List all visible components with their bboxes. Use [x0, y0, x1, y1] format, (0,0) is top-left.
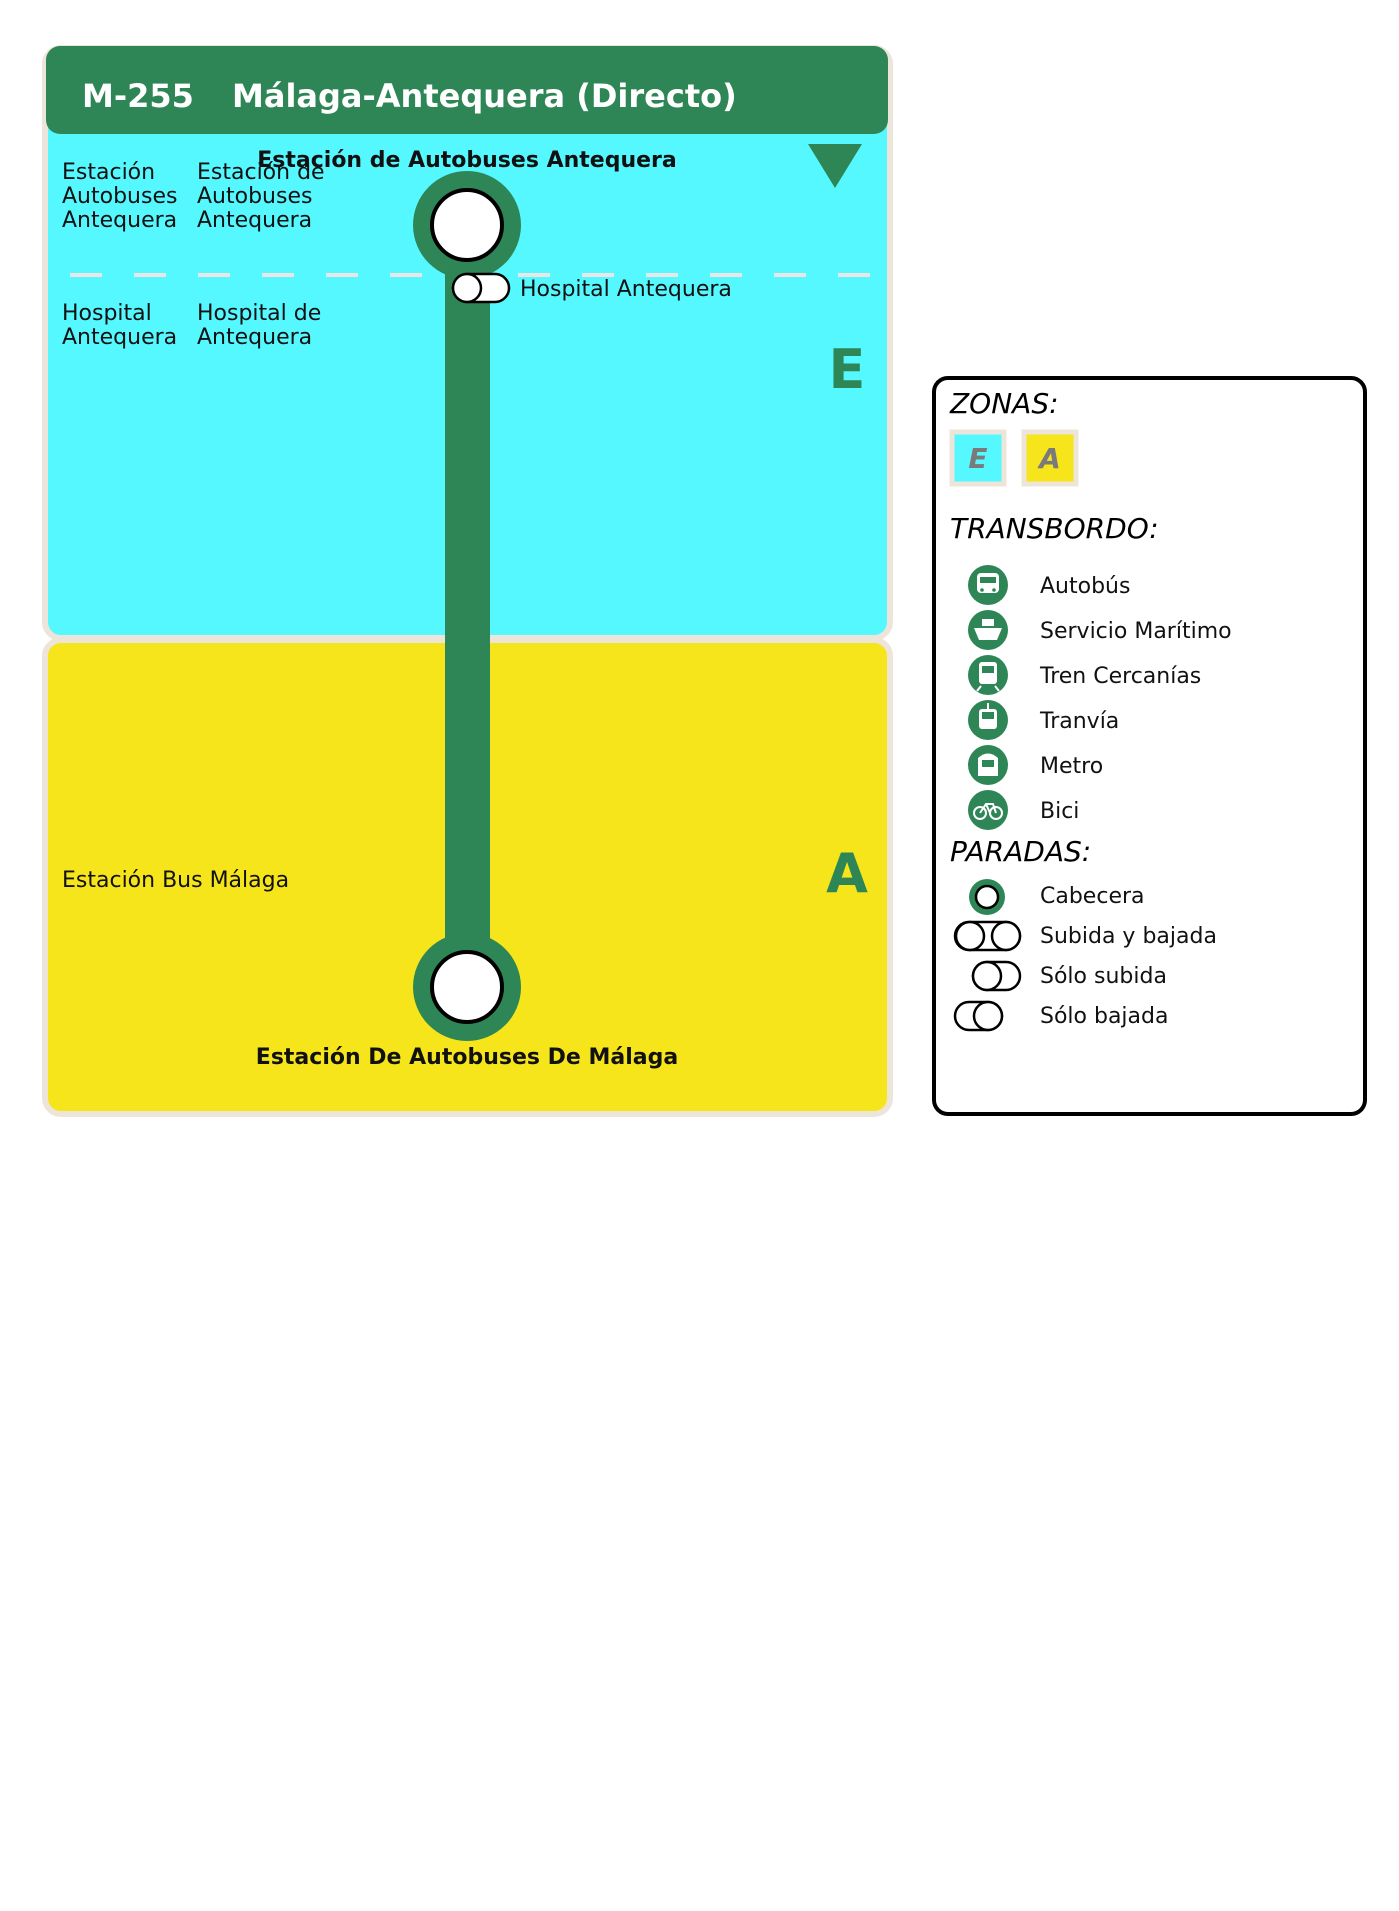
- tram-icon: [968, 700, 1008, 740]
- legend-parada-label: Sólo subida: [1040, 964, 1167, 989]
- legend-transbordo-label: Tranvía: [1040, 709, 1120, 734]
- legend-paradas-title: PARADAS:: [950, 835, 1092, 868]
- stop-name: Estación De Autobuses De Málaga: [255, 1045, 679, 1070]
- metro-icon: [968, 745, 1008, 785]
- stop-cabecera-marker-inner: [432, 190, 502, 260]
- stop-name: Estación de Autobuses Antequera: [257, 148, 677, 173]
- zone-e-letter: E: [828, 338, 866, 401]
- legend-parada-label: Sólo bajada: [1040, 1004, 1169, 1029]
- stop-name: Hospital Antequera: [520, 277, 732, 302]
- legend-transbordo-label: Metro: [1040, 754, 1104, 779]
- legend-transbordo-label: Bici: [1040, 799, 1080, 824]
- municipality-label: Estación Bus Málaga: [62, 868, 290, 893]
- solo-subida-icon: [973, 962, 1020, 990]
- legend-transbordo-label: Servicio Marítimo: [1040, 619, 1232, 644]
- legend-parada-label: Subida y bajada: [1040, 924, 1217, 949]
- subida-bajada-icon: [955, 922, 1020, 950]
- municipality-col1: Hospital Antequera: [62, 301, 178, 350]
- legend-zone-e-letter: E: [968, 442, 988, 475]
- route-code: M-255: [82, 77, 194, 115]
- municipality-col2: Estación de Autobuses Antequera: [197, 160, 325, 233]
- ship-icon: [968, 610, 1008, 650]
- route-name: Málaga-Antequera (Directo): [232, 77, 737, 115]
- municipality-col2: Hospital de Antequera: [197, 301, 322, 350]
- legend-transbordo-title: TRANSBORDO:: [950, 512, 1159, 545]
- legend-transbordo-label: Tren Cercanías: [1040, 664, 1202, 689]
- zone-a-letter: A: [826, 842, 868, 905]
- train-icon: [968, 655, 1008, 695]
- municipality-col1: Estación Autobuses Antequera: [62, 160, 178, 233]
- legend-parada-label: Cabecera: [1040, 884, 1145, 909]
- solo-bajada-icon: [955, 1002, 1002, 1030]
- legend-zonas-title: ZONAS:: [950, 387, 1059, 420]
- legend-transbordo-label: Autobús: [1040, 574, 1131, 599]
- legend-zone-a-letter: A: [1039, 442, 1061, 475]
- cabecera-icon: [969, 879, 1005, 915]
- stop-cabecera-marker-inner: [432, 952, 502, 1022]
- bus-icon: [968, 565, 1008, 605]
- stop-solo-subida-marker-circle: [453, 274, 481, 302]
- bike-icon: [968, 790, 1008, 830]
- route-line: [445, 225, 490, 987]
